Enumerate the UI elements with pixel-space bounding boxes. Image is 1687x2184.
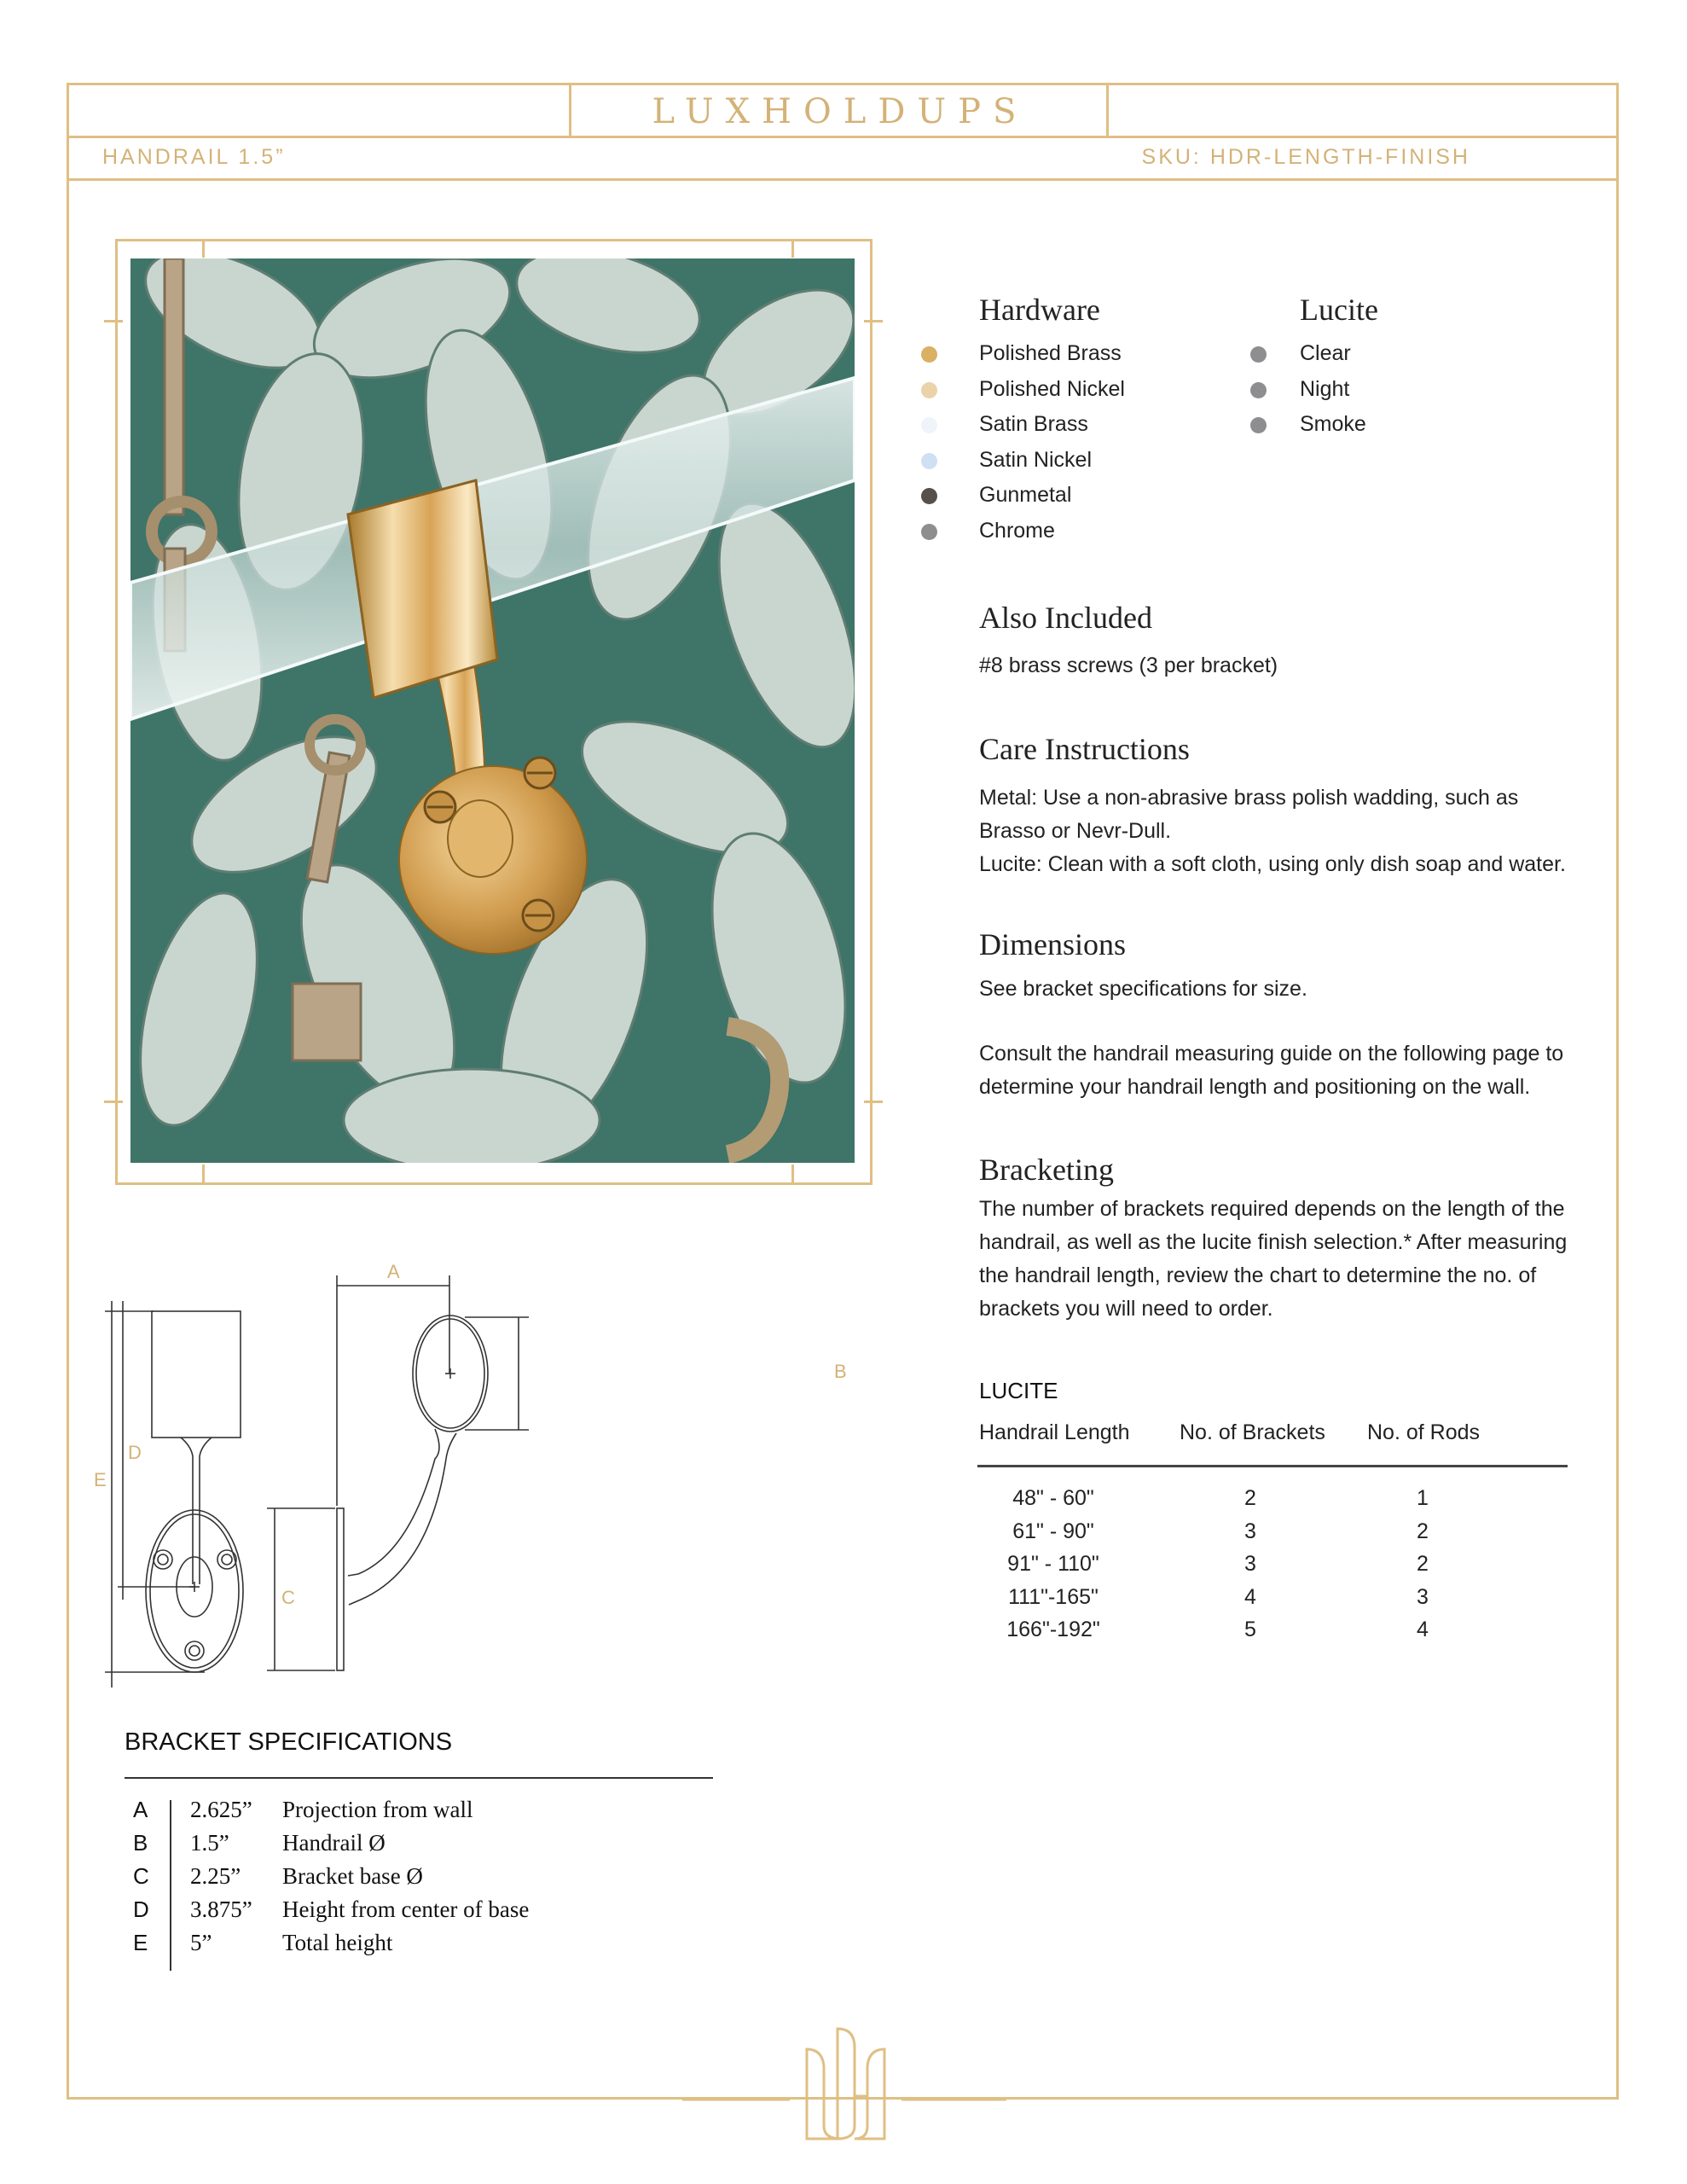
spec-value: 5” (190, 1930, 212, 1955)
bracketing-line: handrail, as well as the lucite finish selection.* After measuring (979, 1230, 1568, 1254)
frame-tick (791, 1165, 794, 1183)
spec-description: Total height (282, 1930, 393, 1955)
table-cell-brackets: 5 (1244, 1618, 1256, 1641)
finish-swatch (921, 382, 937, 398)
frame-tick (864, 1101, 883, 1103)
spec-value: 2.625” (190, 1797, 252, 1822)
column-header-brackets: No. of Brackets (1180, 1420, 1325, 1444)
table-cell-length: 111"-165" (1008, 1584, 1099, 1609)
finish-swatch (921, 524, 937, 540)
logo-center-stroke (838, 2029, 855, 2139)
bracketing-line: the handrail length, review the chart to determine the no. of (979, 1263, 1537, 1287)
table-cell-brackets: 4 (1244, 1584, 1256, 1609)
dim-label-d: D (128, 1442, 142, 1463)
hardware-heading: Hardware (979, 293, 1100, 327)
table-cell-rods: 1 (1417, 1486, 1429, 1510)
bracket-specs-heading: BRACKET SPECIFICATIONS (125, 1728, 453, 1756)
care-line: Lucite: Clean with a soft cloth, using only dish soap and water. (979, 852, 1566, 876)
frame-tick (104, 320, 123, 322)
frame-tick (791, 239, 794, 258)
bracket-specs-rule (125, 1777, 713, 1779)
product-name: HANDRAIL 1.5” (102, 145, 286, 169)
frame-tick (864, 320, 883, 322)
table-cell-brackets: 3 (1244, 1552, 1256, 1576)
footer-monogram-logo (682, 1996, 1006, 2167)
hardware-finish-label: Polished Brass (979, 341, 1122, 365)
hardware-finish-label: Gunmetal (979, 483, 1072, 508)
dim-label-a: A (387, 1261, 400, 1282)
lucite-finish-label: Night (1300, 376, 1350, 401)
spec-key: D (133, 1896, 149, 1922)
dimensions-guide-text: Consult the handrail measuring guide on the following page to (979, 1042, 1564, 1066)
spec-key: C (133, 1863, 149, 1889)
frame-tick (202, 239, 205, 258)
product-photo (130, 258, 855, 1163)
table-cell-brackets: 3 (1244, 1519, 1256, 1543)
dimensions-text: See bracket specifications for size. (979, 977, 1307, 1001)
table-cell-length: 48" - 60" (1012, 1486, 1094, 1510)
table-cell-rods: 2 (1417, 1519, 1429, 1543)
frame-tick (202, 1165, 205, 1183)
bracketing-line: brackets you will need to order. (979, 1297, 1273, 1321)
lucite-table-title: LUCITE (979, 1378, 1058, 1403)
bracketing-heading: Bracketing (979, 1153, 1114, 1187)
table-cell-brackets: 2 (1244, 1486, 1256, 1510)
spec-description: Handrail Ø (282, 1830, 386, 1856)
column-header-length: Handrail Length (979, 1420, 1130, 1444)
also-included-text: #8 brass screws (3 per bracket) (979, 653, 1278, 677)
care-line: Metal: Use a non-abrasive brass polish wadding, such as (979, 786, 1519, 810)
spec-value: 3.875” (190, 1896, 252, 1922)
care-heading: Care Instructions (979, 732, 1190, 766)
table-cell-length: 91" - 110" (1007, 1552, 1099, 1576)
table-cell-length: 61" - 90" (1012, 1519, 1094, 1543)
dim-label-b: B (834, 1361, 847, 1382)
spec-description: Height from center of base (282, 1896, 530, 1922)
hardware-finish-label: Satin Nickel (979, 447, 1092, 472)
side-arm (348, 1429, 456, 1605)
finish-swatch (921, 453, 937, 469)
table-header-rule (977, 1465, 1568, 1467)
spec-description: Projection from wall (282, 1797, 473, 1822)
bracket-specs-divider (170, 1800, 171, 1971)
care-line: Brasso or Nevr-Dull. (979, 819, 1172, 843)
bracket-diagram (85, 1246, 853, 1706)
spec-key: A (133, 1797, 148, 1822)
subheader-divider (67, 178, 1619, 181)
brand-logo-text: LUXHOLDUPS (652, 92, 1029, 131)
spec-key: E (133, 1930, 148, 1955)
hardware-finish-label: Satin Brass (979, 412, 1088, 437)
also-included-heading: Also Included (979, 601, 1152, 635)
hardware-finish-label: Polished Nickel (979, 376, 1125, 401)
logo-left-stroke (807, 2049, 841, 2139)
lucite-finish-label: Smoke (1300, 412, 1366, 437)
table-cell-rods: 3 (1417, 1584, 1429, 1609)
finish-swatch (1250, 382, 1267, 398)
hardware-finish-label: Chrome (979, 519, 1055, 543)
finish-swatch (1250, 346, 1267, 363)
front-sleeve (152, 1311, 241, 1438)
lucite-finish-label: Clear (1300, 341, 1351, 365)
table-cell-rods: 4 (1417, 1618, 1429, 1641)
handrail-bracket-photo (130, 258, 855, 1163)
table-cell-length: 166"-192" (1006, 1618, 1100, 1641)
table-cell-rods: 2 (1417, 1552, 1429, 1576)
dimensions-guide-text: determine your handrail length and positioning on the wall. (979, 1075, 1531, 1099)
spec-value: 1.5” (190, 1830, 229, 1856)
dim-label-e: E (94, 1469, 107, 1490)
spec-value: 2.25” (190, 1863, 241, 1889)
finish-swatch (921, 346, 937, 363)
frame-tick (104, 1101, 123, 1103)
spec-description: Bracket base Ø (282, 1863, 423, 1889)
lucite-heading: Lucite (1300, 293, 1378, 327)
bracketing-line: The number of brackets required depends on the length of the (979, 1197, 1565, 1221)
dim-label-c: C (281, 1587, 295, 1608)
spec-key: B (133, 1830, 148, 1856)
logo-right-stroke (855, 2049, 884, 2139)
sku-label: SKU: HDR-LENGTH-FINISH (1141, 145, 1470, 169)
dimensions-heading: Dimensions (979, 927, 1127, 961)
side-base-plate (337, 1508, 344, 1670)
column-header-rods: No. of Rods (1367, 1420, 1481, 1444)
